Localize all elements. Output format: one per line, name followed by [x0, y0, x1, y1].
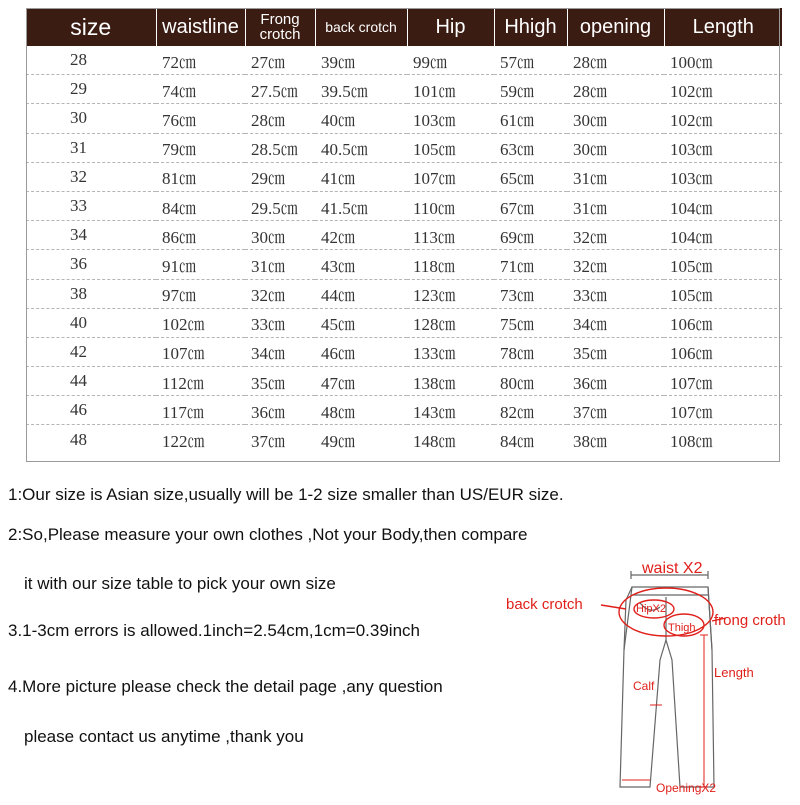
- cell-frong-crotch: 34㎝: [245, 337, 315, 366]
- cell-back-crotch: 48㎝: [315, 396, 407, 425]
- cell-frong-crotch: 36㎝: [245, 396, 315, 425]
- cell-length: 105㎝: [664, 279, 782, 308]
- note-4-continued: please contact us anytime ,thank you: [24, 727, 304, 746]
- cell-hip: 101㎝: [407, 75, 494, 104]
- cell-frong-crotch: 37㎝: [251, 432, 285, 452]
- cell-waistline: 102㎝: [156, 308, 245, 337]
- cell-opening: 35㎝: [567, 337, 664, 366]
- cell-hip: 123㎝: [407, 279, 494, 308]
- cell-hip: 103㎝: [407, 104, 494, 133]
- cell-size: 44: [26, 367, 156, 396]
- cell-frong-crotch: 31㎝: [245, 250, 315, 279]
- table-header-row: [26, 8, 782, 46]
- cell-hhigh: 80㎝: [494, 367, 567, 396]
- cell-back-crotch: 41㎝: [315, 162, 407, 191]
- cell-frong-crotch: 30㎝: [245, 221, 315, 250]
- table-row: [26, 75, 782, 104]
- cell-length: 103㎝: [664, 162, 782, 191]
- cell-hip: 113㎝: [407, 221, 494, 250]
- cell-opening: 32㎝: [567, 250, 664, 279]
- cell-waistline: 91㎝: [156, 250, 245, 279]
- cell-waistline: 76㎝: [156, 104, 245, 133]
- cell-hhigh: 65㎝: [494, 162, 567, 191]
- cell-size: 46: [26, 396, 156, 425]
- cell-back-crotch: 46㎝: [315, 337, 407, 366]
- cell-waistline: 81㎝: [156, 162, 245, 191]
- cell-size: 38: [26, 279, 156, 308]
- cell-hip: 128㎝: [407, 308, 494, 337]
- header-size: size: [26, 8, 156, 46]
- cell-back-crotch: 42㎝: [315, 221, 407, 250]
- table-row: [26, 191, 782, 220]
- cell-length: 102㎝: [664, 104, 782, 133]
- cell-hip: 133㎝: [407, 337, 494, 366]
- cell-frong-crotch: 27㎝: [245, 46, 315, 75]
- cell-hip: 143㎝: [407, 396, 494, 425]
- cell-opening: 31㎝: [567, 162, 664, 191]
- pants-diagram: [500, 555, 800, 800]
- cell-opening: 30㎝: [567, 104, 664, 133]
- label-thigh: Thigh: [668, 622, 696, 634]
- cell-opening: 28㎝: [567, 75, 664, 104]
- cell-waistline: 122㎝: [162, 432, 205, 452]
- cell-frong-crotch: 29.5㎝: [245, 191, 315, 220]
- cell-size: 29: [26, 75, 156, 104]
- header-frong-crotch: Frong crotch: [245, 8, 315, 46]
- label-frong-crotch: frong croth: [714, 612, 786, 629]
- cell-waistline: 117㎝: [156, 396, 245, 425]
- cell-length: 107㎝: [664, 396, 782, 425]
- cell-length: 105㎝: [664, 250, 782, 279]
- cell-hip: 148㎝: [413, 432, 456, 452]
- label-waist: waist X2: [642, 560, 703, 577]
- cell-length: 107㎝: [664, 367, 782, 396]
- cell-hhigh: 63㎝: [494, 133, 567, 162]
- cell-back-crotch: 45㎝: [315, 308, 407, 337]
- pants-outline-icon: [500, 555, 800, 800]
- cell-size: 28: [26, 46, 156, 75]
- note-3: 3.1-3cm errors is allowed.1inch=2.54cm,1cm=0.39inch: [8, 621, 420, 640]
- cell-hhigh: 82㎝: [494, 396, 567, 425]
- cell-hhigh: 75㎝: [494, 308, 567, 337]
- note-1: 1:Our size is Asian size,usually will be 1-2 size smaller than US/EUR size.: [8, 485, 564, 504]
- cell-back-crotch: 39.5㎝: [315, 75, 407, 104]
- cell-opening: 38㎝: [573, 432, 607, 452]
- label-hip: HipX2: [636, 603, 666, 615]
- cell-hhigh: 78㎝: [494, 337, 567, 366]
- cell-waistline: 97㎝: [156, 279, 245, 308]
- cell-opening: 32㎝: [567, 221, 664, 250]
- table-row: [26, 396, 782, 425]
- table-row: [26, 367, 782, 396]
- cell-size: 40: [26, 308, 156, 337]
- note-2: 2:So,Please measure your own clothes ,Not your Body,then compare: [8, 525, 528, 544]
- cell-back-crotch: 40㎝: [315, 104, 407, 133]
- cell-back-crotch: 41.5㎝: [315, 191, 407, 220]
- cell-waistline: 86㎝: [156, 221, 245, 250]
- table-row: [26, 308, 782, 337]
- cell-hip: 99㎝: [407, 46, 494, 75]
- table-row: [26, 279, 782, 308]
- cell-length: 108㎝: [670, 432, 713, 452]
- header-back-crotch: back crotch: [315, 8, 407, 46]
- cell-hhigh: 67㎝: [494, 191, 567, 220]
- cell-length: 103㎝: [664, 133, 782, 162]
- cell-length: 106㎝: [664, 308, 782, 337]
- cell-opening: 30㎝: [567, 133, 664, 162]
- cell-hip: 107㎝: [407, 162, 494, 191]
- cell-size: 30: [26, 104, 156, 133]
- cell-size: 31: [26, 133, 156, 162]
- note-4: 4.More picture please check the detail page ,any question: [8, 677, 443, 696]
- cell-size: 36: [26, 250, 156, 279]
- cell-size: 34: [26, 221, 156, 250]
- cell-waistline: 74㎝: [156, 75, 245, 104]
- table-row: [26, 162, 782, 191]
- cell-waistline: 72㎝: [156, 46, 245, 75]
- cell-opening: 34㎝: [567, 308, 664, 337]
- cell-opening: 28㎝: [567, 46, 664, 75]
- cell-frong-crotch: 33㎝: [245, 308, 315, 337]
- cell-back-crotch: 44㎝: [315, 279, 407, 308]
- cell-length: 102㎝: [664, 75, 782, 104]
- cell-back-crotch: 40.5㎝: [315, 133, 407, 162]
- cell-hip: 138㎝: [407, 367, 494, 396]
- cell-hhigh: 84㎝: [500, 432, 534, 452]
- table-row: [26, 425, 782, 454]
- cell-frong-crotch: 35㎝: [245, 367, 315, 396]
- header-length: Length: [664, 8, 782, 46]
- cell-opening: 33㎝: [567, 279, 664, 308]
- cell-hhigh: 73㎝: [494, 279, 567, 308]
- cell-length: 104㎝: [664, 191, 782, 220]
- cell-back-crotch: 47㎝: [315, 367, 407, 396]
- table-row: [26, 46, 782, 75]
- cell-waistline: 112㎝: [156, 367, 245, 396]
- table-row: [26, 250, 782, 279]
- cell-size: 33: [26, 191, 156, 220]
- cell-hip: 105㎝: [407, 133, 494, 162]
- cell-back-crotch: 49㎝: [321, 432, 355, 452]
- cell-frong-crotch: 28.5㎝: [245, 133, 315, 162]
- cell-hhigh: 69㎝: [494, 221, 567, 250]
- header-hip: Hip: [407, 8, 494, 46]
- cell-length: 104㎝: [664, 221, 782, 250]
- cell-size: 48: [70, 429, 87, 449]
- table-row: [26, 221, 782, 250]
- cell-hip: 110㎝: [407, 191, 494, 220]
- table-row: [26, 337, 782, 366]
- note-2-continued: it with our size table to pick your own size: [24, 574, 336, 593]
- cell-frong-crotch: 29㎝: [245, 162, 315, 191]
- header-opening: opening: [567, 8, 664, 46]
- cell-opening: 36㎝: [567, 367, 664, 396]
- table-row: [26, 133, 782, 162]
- cell-waistline: 84㎝: [156, 191, 245, 220]
- cell-frong-crotch: 28㎝: [245, 104, 315, 133]
- label-opening: OpeningX2: [656, 781, 717, 795]
- cell-hhigh: 57㎝: [494, 46, 567, 75]
- cell-opening: 37㎝: [567, 396, 664, 425]
- cell-length: 100㎝: [664, 46, 782, 75]
- cell-length: 106㎝: [664, 337, 782, 366]
- cell-hhigh: 71㎝: [494, 250, 567, 279]
- header-waistline: waistline: [156, 8, 245, 46]
- cell-size: 32: [26, 162, 156, 191]
- cell-waistline: 79㎝: [156, 133, 245, 162]
- label-length: Length: [714, 665, 754, 680]
- table-row: [26, 104, 782, 133]
- label-back-crotch: back crotch: [506, 596, 583, 613]
- size-table: [26, 8, 782, 454]
- cell-hip: 118㎝: [407, 250, 494, 279]
- cell-size: 42: [26, 337, 156, 366]
- cell-back-crotch: 39㎝: [315, 46, 407, 75]
- cell-frong-crotch: 27.5㎝: [245, 75, 315, 104]
- cell-back-crotch: 43㎝: [315, 250, 407, 279]
- cell-hhigh: 59㎝: [494, 75, 567, 104]
- size-table-wrapper: [26, 8, 782, 454]
- cell-hhigh: 61㎝: [494, 104, 567, 133]
- cell-waistline: 107㎝: [156, 337, 245, 366]
- header-hhigh: Hhigh: [494, 8, 567, 46]
- cell-opening: 31㎝: [567, 191, 664, 220]
- label-calf: Calf: [633, 679, 655, 693]
- cell-frong-crotch: 32㎝: [245, 279, 315, 308]
